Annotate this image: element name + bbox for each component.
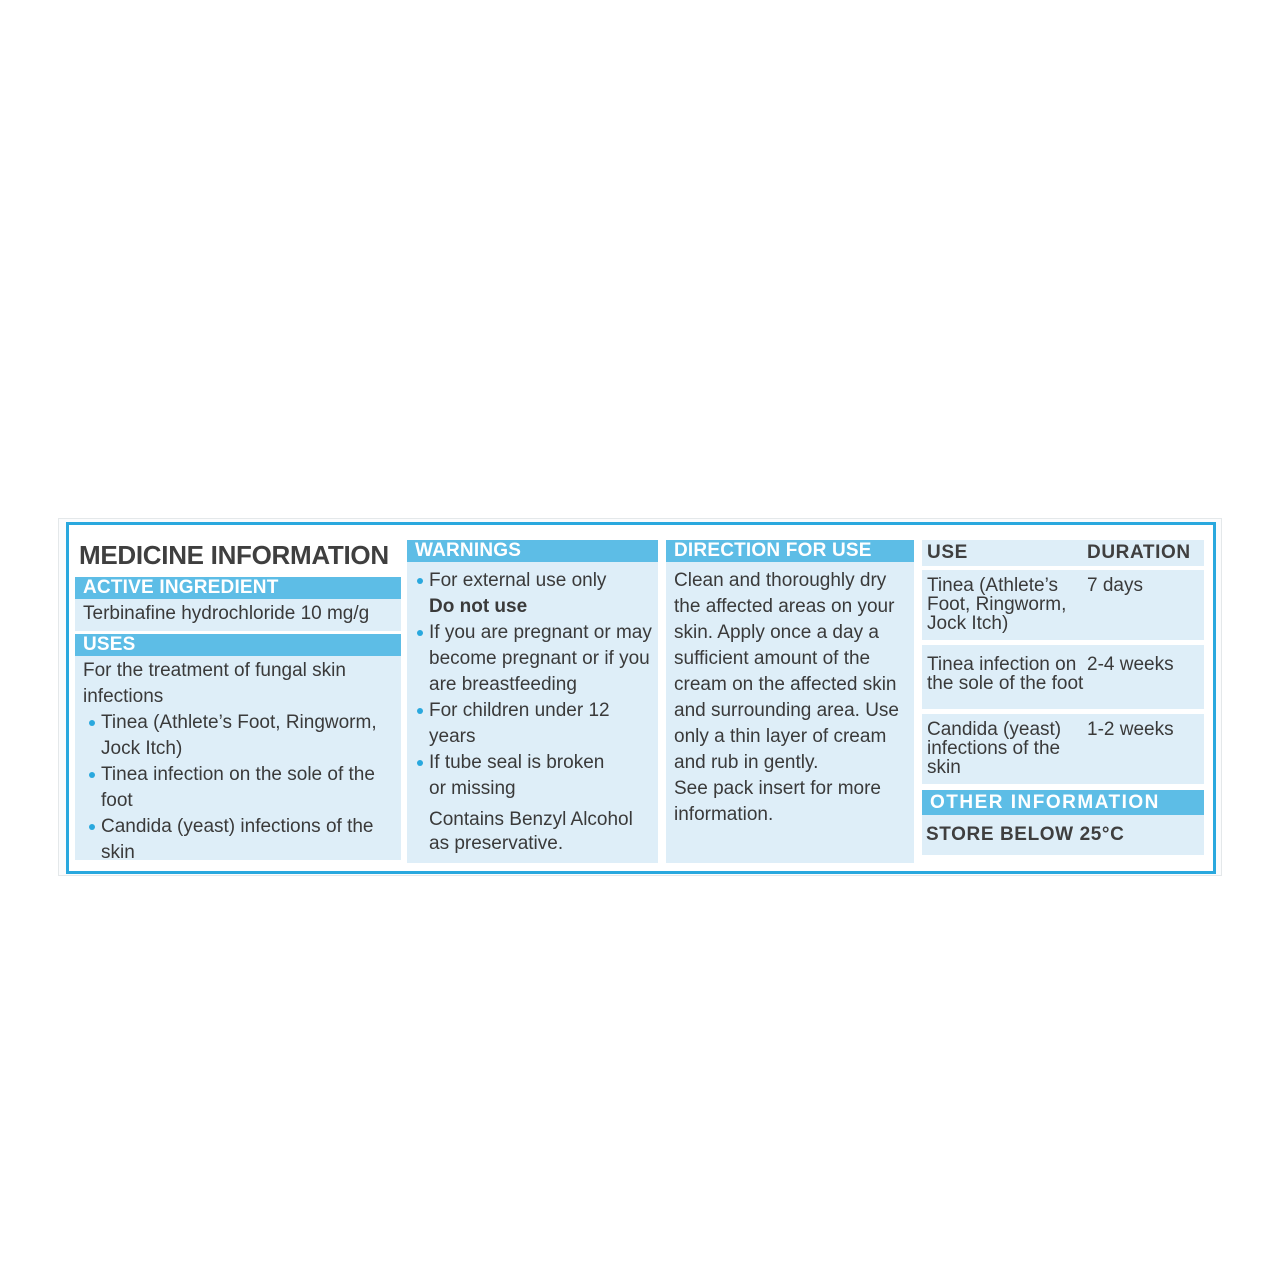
list-item: If tube seal is broken or missing [411,750,652,802]
use-cell: Candida (yeast) infections of the skin [927,719,1062,778]
uses-list [83,710,395,866]
table-row [922,714,1204,784]
duration-cell: 1-2 weeks [1087,719,1174,740]
list-item: If you are pregnant or may become pregnant or if you are breastfeeding [411,620,652,698]
duration-column-header: DURATION [1087,542,1191,563]
list-item: Tinea infection on the sole of the foot [83,762,395,814]
directions-body: Clean and thoroughly dry the affected areas on your skin. Apply once a day a sufficient amount of the cream on the affected skin and surrounding area. Use only a thin layer of cream and rub in gently. [674,570,899,773]
list-item: For children under 12 years [411,698,652,750]
directions-column [666,540,914,863]
active-ingredient-value: Terbinafine hydrochloride 10 mg/g [75,599,401,631]
duration-cell: 2-4 weeks [1087,654,1174,675]
warnings-column [407,540,658,863]
table-row [922,570,1204,640]
use-cell: Tinea (Athlete’s Foot, Ringworm, Jock Itch) [927,575,1067,634]
table-row [922,645,1204,709]
list-item: Tinea (Athlete’s Foot, Ringworm, Jock Itch) [83,710,395,762]
duration-table-header [922,540,1204,566]
directions-heading: DIRECTION FOR USE [666,540,914,562]
other-information-heading: OTHER INFORMATION [922,790,1204,815]
warnings-heading: WARNINGS [407,540,658,562]
do-not-use-list [411,620,652,802]
medicine-info-column [75,540,401,863]
use-cell: Tinea infection on the sole of the foot [927,654,1084,694]
warnings-list [411,568,652,594]
active-ingredient-heading: ACTIVE INGREDIENT [75,577,401,599]
duration-column [922,540,1204,855]
uses-intro: For the treatment of fungal skin infections [83,660,346,707]
directions-note: See pack insert for more information. [674,778,881,825]
list-item: Candida (yeast) infections of the skin [83,814,395,866]
uses-heading: USES [75,634,401,656]
do-not-use-subheading: Do not use [429,596,528,617]
list-item: For external use only [411,568,652,594]
duration-cell: 7 days [1087,575,1143,596]
use-column-header: USE [927,542,968,563]
storage-info: STORE BELOW 25°C [922,815,1204,855]
page-title: MEDICINE INFORMATION [79,540,389,570]
preservative-note: Contains Benzyl Alcohol as preservative. [429,809,633,854]
uses-box [75,656,401,863]
